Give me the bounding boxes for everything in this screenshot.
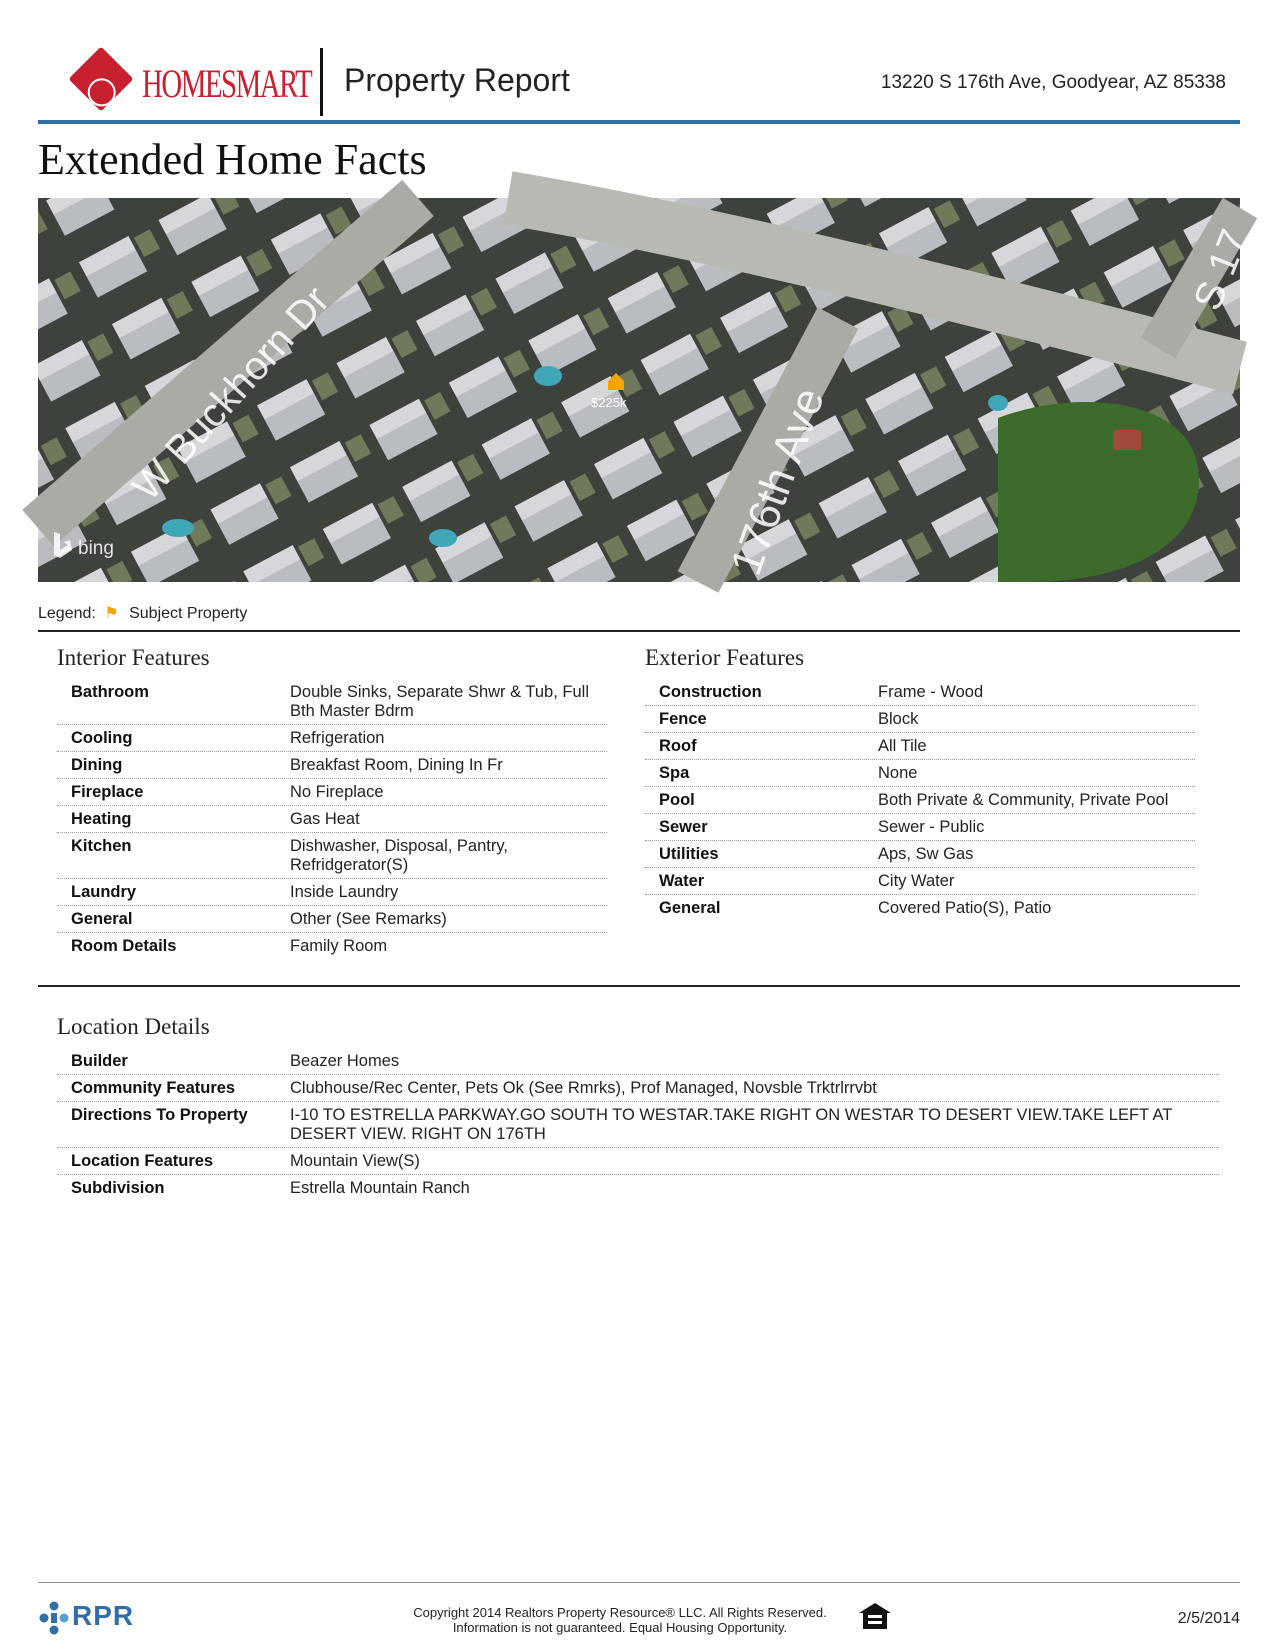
- fact-label: Spa: [659, 764, 690, 782]
- street-label-176th: 176th Ave: [721, 381, 835, 582]
- fact-row: [57, 1075, 1219, 1102]
- fact-label: Fence: [659, 710, 707, 728]
- fact-row: [57, 806, 607, 833]
- fact-value: Block: [878, 710, 919, 728]
- legend-item: Subject Property: [129, 605, 248, 622]
- equal-housing-icon: [857, 1601, 893, 1631]
- fact-value: Estrella Mountain Ranch: [290, 1179, 470, 1197]
- fact-row: [57, 879, 607, 906]
- fact-label: Kitchen: [71, 837, 132, 855]
- fact-row: [645, 787, 1195, 814]
- fact-label: General: [71, 910, 133, 928]
- fact-row: [57, 1175, 1219, 1201]
- footer-rule: [38, 1582, 1240, 1583]
- fact-row: [645, 814, 1195, 841]
- fact-value: Sewer - Public: [878, 818, 985, 836]
- fact-value: Gas Heat: [290, 810, 360, 828]
- fact-label: Roof: [659, 737, 697, 755]
- property-address: 13220 S 176th Ave, Goodyear, AZ 85338: [880, 72, 1226, 93]
- fact-label: Pool: [659, 791, 695, 809]
- fact-label: Directions To Property: [71, 1106, 248, 1124]
- fact-label: Heating: [71, 810, 132, 828]
- report-date: 2/5/2014: [1177, 1610, 1240, 1627]
- house-icon: ⚑: [104, 605, 119, 622]
- section-divider: [38, 630, 1240, 632]
- fact-row: [57, 1048, 1219, 1075]
- fact-row: [645, 841, 1195, 868]
- street-label-s17: S 17: [1185, 223, 1258, 317]
- fact-label: Cooling: [71, 729, 133, 747]
- exterior-features-title: Exterior Features: [645, 645, 805, 670]
- fact-row: [645, 706, 1195, 733]
- section-divider: [38, 985, 1240, 987]
- homesmart-logo-icon: [68, 46, 133, 111]
- fact-row: [57, 906, 607, 933]
- fact-value: All Tile: [878, 737, 927, 755]
- fact-row: [645, 679, 1195, 706]
- fact-label: Bathroom: [71, 683, 149, 701]
- fact-value: Dishwasher, Disposal, Pantry, Refridgerator(S): [290, 837, 508, 874]
- location-details-table: [57, 1048, 1219, 1201]
- fact-row: [645, 733, 1195, 760]
- fact-row: [57, 679, 607, 725]
- fact-value: Aps, Sw Gas: [878, 845, 974, 863]
- fact-label: Fireplace: [71, 783, 144, 801]
- map-legend: [38, 603, 247, 623]
- fact-value: Frame - Wood: [878, 683, 984, 701]
- fact-label: Dining: [71, 756, 123, 774]
- homesmart-logo: [70, 50, 310, 120]
- fact-value: Beazer Homes: [290, 1052, 400, 1070]
- fact-label: Utilities: [659, 845, 719, 863]
- report-header: [38, 40, 1240, 120]
- fact-label: Room Details: [71, 937, 177, 955]
- header-divider: [320, 48, 323, 116]
- header-rule: [38, 120, 1240, 124]
- legend-label: Legend:: [38, 605, 96, 622]
- fact-row: [645, 895, 1195, 921]
- report-title: Property Report: [344, 62, 570, 98]
- aerial-map[interactable]: [38, 198, 1258, 582]
- fact-value: Inside Laundry: [290, 883, 399, 901]
- rpr-logo-icon: [38, 1600, 70, 1636]
- fact-value: Clubhouse/Rec Center, Pets Ok (See Rmrks), Prof Managed, Novsble Trktrlrrvbt: [290, 1079, 877, 1097]
- brand-name: HOMESMART: [142, 61, 312, 106]
- fact-label: Location Features: [71, 1152, 214, 1170]
- fact-label: General: [659, 899, 721, 917]
- fact-label: Subdivision: [71, 1179, 165, 1197]
- copyright-line-1: Copyright 2014 Realtors Property Resource® LLC. All Rights Reserved.: [413, 1605, 827, 1620]
- rpr-logo-text: RPR: [72, 1600, 135, 1631]
- fact-value: No Fireplace: [290, 783, 384, 801]
- fact-value: Breakfast Room, Dining In Fr: [290, 756, 503, 774]
- fact-row: [57, 933, 607, 959]
- fact-value: Other (See Remarks): [290, 910, 447, 928]
- street-label-buckhorn: W Buckhorn Dr: [123, 278, 339, 510]
- fact-label: Sewer: [659, 818, 708, 836]
- fact-row: [57, 833, 607, 879]
- fact-row: [57, 725, 607, 752]
- fact-row: [57, 779, 607, 806]
- fact-label: Water: [659, 872, 705, 890]
- fact-value: Double Sinks, Separate Shwr & Tub, Full Bth Master Bdrm: [290, 683, 589, 720]
- fact-row: [57, 1102, 1219, 1148]
- fact-value: I-10 TO ESTRELLA PARKWAY.GO SOUTH TO WESTAR.TAKE RIGHT ON WESTAR TO DESERT VIEW.TAKE LEFT AT DESERT VIEW. RIGHT ON 176TH: [290, 1106, 1173, 1143]
- fact-value: Both Private & Community, Private Pool: [878, 791, 1169, 809]
- copyright-line-2: Information is not guaranteed. Equal Housing Opportunity.: [452, 1620, 788, 1635]
- interior-features-title: Interior Features: [57, 645, 210, 670]
- exterior-features-table: [645, 679, 1195, 921]
- fact-label: Builder: [71, 1052, 128, 1070]
- fact-label: Community Features: [71, 1079, 236, 1097]
- fact-row: [57, 752, 607, 779]
- fact-value: None: [878, 764, 918, 782]
- fact-value: Family Room: [290, 937, 388, 955]
- fact-value: Covered Patio(S), Patio: [878, 899, 1052, 917]
- page-title: Extended Home Facts: [38, 135, 427, 184]
- location-details-title: Location Details: [57, 1014, 210, 1039]
- fact-row: [645, 760, 1195, 787]
- fact-value: City Water: [878, 872, 955, 890]
- map-provider-label: bing: [78, 538, 114, 559]
- copyright-notice: [380, 1605, 860, 1635]
- price-marker-label: $225k: [591, 395, 627, 410]
- fact-value: Mountain View(S): [290, 1152, 420, 1170]
- fact-row: [57, 1148, 1219, 1175]
- fact-row: [645, 868, 1195, 895]
- interior-features-table: [57, 679, 607, 959]
- rpr-logo: [38, 1598, 158, 1638]
- fact-label: Construction: [659, 683, 762, 701]
- fact-value: Refrigeration: [290, 729, 385, 747]
- fact-label: Laundry: [71, 883, 137, 901]
